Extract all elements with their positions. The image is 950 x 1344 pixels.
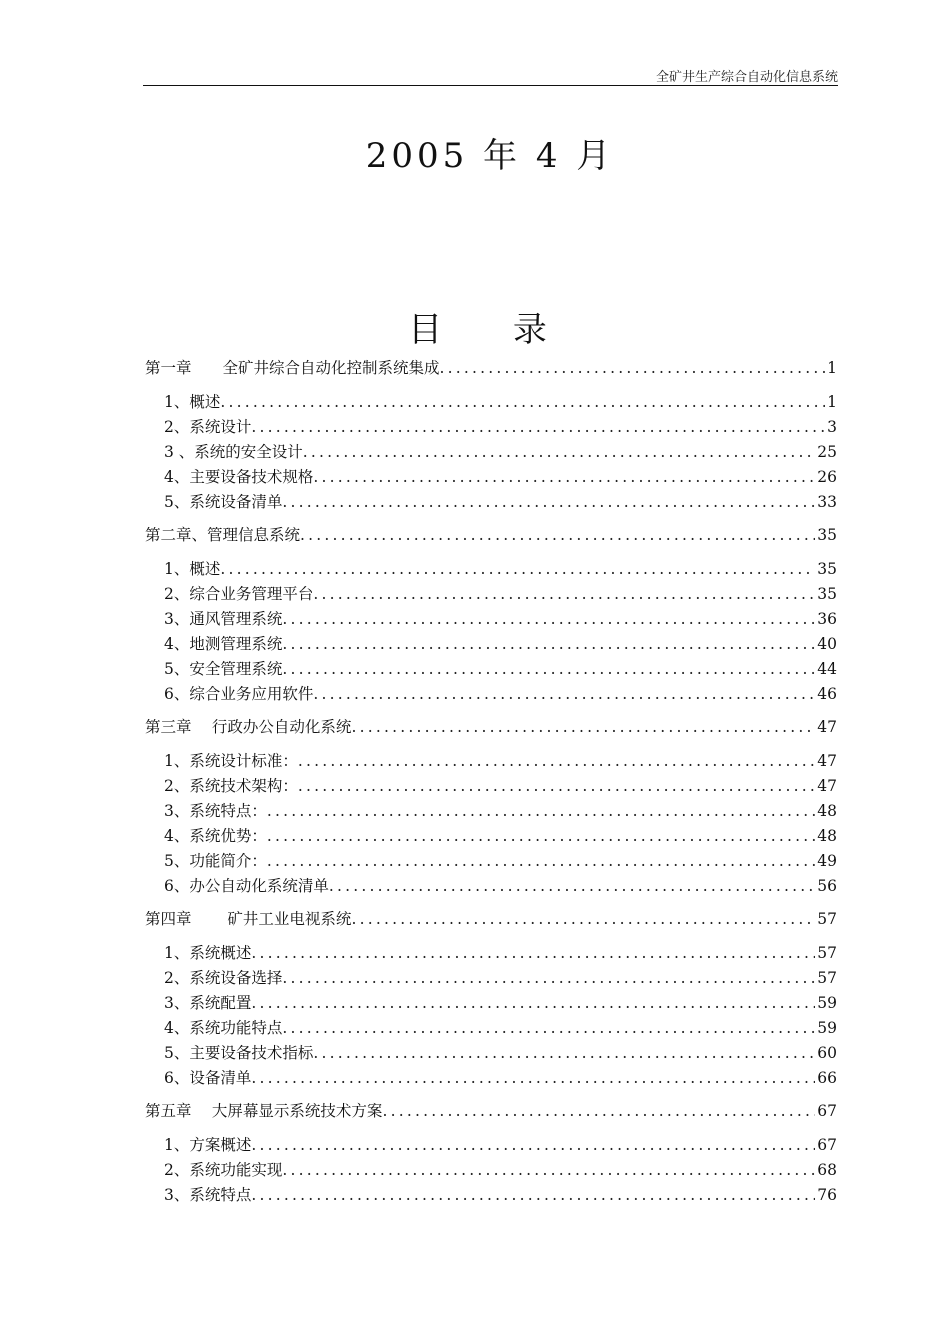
toc-section-entry[interactable] [145,632,837,657]
toc-dot-leader [282,610,815,628]
toc-dot-leader [220,393,825,411]
toc-dot-leader [267,852,815,870]
toc-entry-label: 5、主要设备技术指标 [164,1044,314,1062]
toc-section-entry[interactable] [145,465,837,490]
toc-page-number: 46 [817,685,837,703]
toc-entry-label: 5、安全管理系统 [164,660,283,678]
toc-dot-leader [282,1161,815,1179]
toc-dot-leader [220,560,815,578]
toc-dot-leader [351,910,815,928]
toc-section-entry[interactable] [145,849,837,874]
toc-dot-leader [313,1044,815,1062]
toc-dot-leader [282,969,815,987]
toc-entry-label: 3、系统配置 [164,994,252,1012]
toc-page-number: 67 [817,1102,837,1120]
toc-entry-label: 1、概述 [164,393,221,411]
toc-entry-label: 第四章 矿井工业电视系统 [145,910,352,928]
toc-section-entry[interactable] [145,582,837,607]
toc-dot-leader [440,359,826,377]
toc-dot-leader [282,493,815,511]
toc-entry-label: 6、综合业务应用软件 [164,685,314,703]
toc-entry-label: 3、系统特点： [164,802,267,820]
toc-page-number: 59 [817,994,837,1012]
toc-page-number: 57 [817,910,837,928]
toc-page-number: 48 [817,802,837,820]
toc-dot-leader [251,944,815,962]
toc-entry-label: 第三章 行政办公自动化系统 [145,718,352,736]
toc-dot-leader [282,1019,815,1037]
toc-section-entry[interactable] [145,1041,837,1066]
toc-chapter-entry[interactable] [145,523,837,549]
toc-dot-leader [267,802,815,820]
toc-dot-leader [303,443,815,461]
toc-section-entry[interactable] [145,490,837,515]
toc-entry-label: 1、系统概述 [164,944,252,962]
toc-page-number: 47 [817,752,837,770]
toc-entry-label: 3、通风管理系统 [164,610,283,628]
toc-section-entry[interactable] [145,415,837,440]
toc-entry-label: 5、系统设备清单 [164,493,283,511]
header-rule [143,85,838,86]
toc-section-entry[interactable] [145,799,837,824]
toc-section-entry[interactable] [145,1183,837,1208]
toc-section-entry[interactable] [145,874,837,899]
toc-entry-label: 6、办公自动化系统清单 [164,877,329,895]
toc-chapter-entry[interactable] [145,715,837,741]
toc-page-number: 35 [817,585,837,603]
running-header: 全矿井生产综合自动化信息系统 [655,70,838,85]
toc-dot-leader [382,1102,815,1120]
toc-dot-leader [313,585,815,603]
toc-section-entry[interactable] [145,657,837,682]
toc-section-entry[interactable] [145,390,837,415]
toc-entry-label: 6、设备清单 [164,1069,252,1087]
toc-dot-leader [251,1136,815,1154]
toc-page-number: 26 [817,468,837,486]
toc-page-number: 3 [827,418,837,436]
toc-section-entry[interactable] [145,941,837,966]
table-of-contents [145,356,837,1208]
toc-section-entry[interactable] [145,1016,837,1041]
toc-page-number: 48 [817,827,837,845]
toc-page-number: 35 [817,560,837,578]
toc-chapter-entry[interactable] [145,907,837,933]
toc-page-number: 49 [817,852,837,870]
toc-page-number: 56 [817,877,837,895]
toc-dot-leader [282,635,815,653]
toc-dot-leader [298,777,815,795]
toc-entry-label: 2、系统设计 [164,418,252,436]
toc-entry-label: 4、系统优势： [164,827,267,845]
toc-dot-leader [267,827,815,845]
toc-page-number: 36 [817,610,837,628]
toc-page-number: 57 [817,944,837,962]
toc-entry-label: 第五章 大屏幕显示系统技术方案 [145,1102,383,1120]
toc-entry-label: 1、方案概述 [164,1136,252,1154]
toc-section-entry[interactable] [145,1133,837,1158]
toc-page-number: 1 [827,359,837,377]
toc-section-entry[interactable] [145,682,837,707]
toc-dot-leader [313,685,815,703]
toc-page-number: 66 [817,1069,837,1087]
toc-page-number: 33 [817,493,837,511]
toc-entry-label: 4、系统功能特点 [164,1019,283,1037]
toc-dot-leader [251,994,815,1012]
toc-dot-leader [300,526,815,544]
toc-dot-leader [313,468,815,486]
toc-title: 目 录 [408,310,577,350]
toc-page-number: 47 [817,777,837,795]
toc-dot-leader [251,1069,815,1087]
toc-section-entry[interactable] [145,824,837,849]
toc-section-entry[interactable] [145,440,837,465]
toc-chapter-entry[interactable] [145,356,837,382]
toc-page-number: 67 [817,1136,837,1154]
toc-section-entry[interactable] [145,1066,837,1091]
toc-section-entry[interactable] [145,557,837,582]
toc-page-number: 76 [817,1186,837,1204]
toc-entry-label: 2、系统技术架构： [164,777,298,795]
toc-chapter-entry[interactable] [145,1099,837,1125]
toc-page-number: 35 [817,526,837,544]
toc-entry-label: 1、系统设计标准： [164,752,298,770]
toc-dot-leader [251,418,825,436]
toc-dot-leader [282,660,815,678]
toc-entry-label: 第二章、管理信息系统 [145,526,301,544]
toc-entry-label: 4、主要设备技术规格 [164,468,314,486]
toc-entry-label: 4、地测管理系统 [164,635,283,653]
toc-dot-leader [329,877,815,895]
toc-entry-label: 1、概述 [164,560,221,578]
toc-page-number: 59 [817,1019,837,1037]
toc-section-entry[interactable] [145,991,837,1016]
toc-entry-label: 3 、系统的安全设计 [164,443,303,461]
toc-dot-leader [351,718,815,736]
toc-section-entry[interactable] [145,1158,837,1183]
toc-page-number: 60 [817,1044,837,1062]
toc-section-entry[interactable] [145,607,837,632]
toc-page-number: 57 [817,969,837,987]
toc-page-number: 1 [827,393,837,411]
toc-entry-label: 2、系统设备选择 [164,969,283,987]
toc-page-number: 25 [817,443,837,461]
toc-entry-label: 5、功能简介： [164,852,267,870]
date-title: 2005 年 4 月 [365,136,615,176]
toc-entry-label: 第一章 全矿井综合自动化控制系统集成 [145,359,440,377]
toc-dot-leader [298,752,815,770]
toc-entry-label: 3、系统特点 [164,1186,252,1204]
toc-section-entry[interactable] [145,966,837,991]
toc-section-entry[interactable] [145,774,837,799]
toc-entry-label: 2、系统功能实现 [164,1161,283,1179]
toc-page-number: 44 [817,660,837,678]
toc-entry-label: 2、综合业务管理平台 [164,585,314,603]
toc-page-number: 68 [817,1161,837,1179]
toc-dot-leader [251,1186,815,1204]
toc-page-number: 47 [817,718,837,736]
toc-section-entry[interactable] [145,749,837,774]
toc-page-number: 40 [817,635,837,653]
